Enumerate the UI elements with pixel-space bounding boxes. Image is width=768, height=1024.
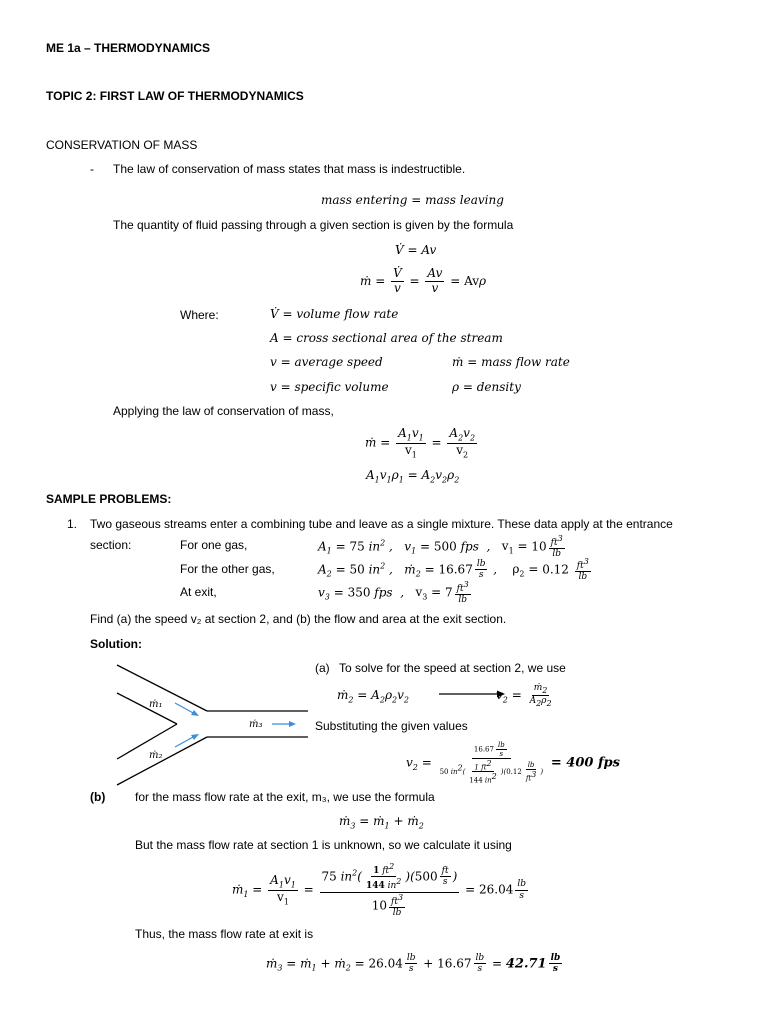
equation-v2: $v_2$ = $\frac{ṁ_2}{A_2\rho_2}$	[496, 683, 552, 708]
gas2-data: $A_2 = 50$ $in^2$ , ṁ$_2$ = 16.67 $\frac{lb}{s}$ , $\rho_2 = 0.12$ $\frac{ft^3}{lb}$	[318, 557, 589, 583]
part-b-text: for the mass flow rate at the exit, m₃, we use the formula	[135, 790, 435, 804]
lower-inner-wall	[117, 724, 177, 759]
gas1-data: $A_1 = 75$ $in^2$ , $v_1 = 500$ fps , $v_1 = 10$ $\frac{ft^3}{lb}$	[318, 534, 563, 560]
outlet-arrowhead	[289, 721, 296, 727]
exit-label: At exit,	[180, 585, 217, 599]
course-title: ME 1a – THERMODYNAMICS	[46, 41, 211, 55]
where-label: Where:	[180, 308, 219, 322]
gas1-label: For one gas,	[180, 538, 248, 552]
bullet-text: The law of conservation of mass states that mass is indestructible.	[113, 162, 466, 176]
topic-title: TOPIC 2: FIRST LAW OF THERMODYNAMICS	[46, 89, 304, 103]
unknown-text: But the mass flow rate at section 1 is unknown, so we calculate it using	[135, 838, 512, 852]
equation-m1-calculation: ṁ$_1$ = $\frac{A_1v_1}{v_1}$ = 75 $in^2$( $\frac{1 ft^2}{144 in^2}$ )(500 $\frac{ft}{s}$ ) 10 $\frac{ft^3}{lb}$ = 26.04 $\frac{lb}{s}$	[232, 862, 526, 919]
find-text: Find (a) the speed v₂ at section 2, and (b) the flow and area at the exit section.	[90, 612, 507, 626]
sample-problems-heading: SAMPLE PROBLEMS:	[46, 492, 172, 506]
equation-mass-balance: mass entering = mass leaving	[321, 193, 504, 207]
m3-result-value: 42.71	[505, 956, 547, 972]
equation-volume-flow: V̇ = Av	[395, 243, 437, 257]
bullet-dash: -	[90, 162, 94, 176]
part-b-label: (b)	[90, 790, 106, 804]
applying-text: Applying the law of conservation of mass,	[113, 404, 334, 418]
combining-tube-diagram	[115, 663, 310, 788]
upper-inner-wall	[117, 693, 177, 724]
lower-outer-wall	[117, 737, 207, 785]
solution-label: Solution:	[90, 637, 142, 651]
equation-continuity-density: $A_1v_1\rho_1 = A_2v_2\rho_2$	[366, 468, 460, 485]
definition-area: A = cross sectional area of the stream	[270, 331, 503, 345]
quantity-text: The quantity of fluid passing through a given section is given by the formula	[113, 218, 514, 232]
definition-volume-flow: V̇ = volume flow rate	[270, 307, 399, 321]
inlet1-flow-arrow	[175, 703, 195, 714]
gas2-label: For the other gas,	[180, 562, 275, 576]
exit-data: $v_3 = 350$ fps , $v_3 = 7$ $\frac{ft^3}{lb}$	[318, 580, 469, 606]
equation-m3-result: ṁ$_3$ = ṁ$_1$ + ṁ$_2$ = 26.04 $\frac{lb}{s}$ + 16.67 $\frac{lb}{s}$ = 42.71 $\frac{lb}{s}$	[266, 953, 561, 975]
equation-continuity: ṁ = $\frac{A_1v_1}{v_1}$ = $\frac{A_2v_2}{v_2}$	[365, 426, 476, 459]
section-heading: CONSERVATION OF MASS	[46, 138, 198, 152]
definition-density: ρ = density	[452, 380, 521, 394]
v2-result: = 400 fps	[550, 755, 620, 771]
equation-v2-substitution: $v_2$ = 16.67 $\frac{lb}{s}$ 50 $in^2$( $\frac{1 ft^2}{144 in^2}$ )(0.12 $\frac{lb}{ft^3}$ ) = 400 fps	[406, 741, 620, 785]
definition-mass-flow: ṁ = mass flow rate	[452, 355, 570, 369]
section-label: section:	[90, 538, 132, 552]
equation-m2: ṁ$_2$ = $A_2\rho_2v_2$	[337, 688, 409, 705]
problem-text: Two gaseous streams enter a combining tube and leave as a single mixture. These data apply at the entrance	[90, 517, 673, 531]
definition-speed: v = average speed	[270, 355, 383, 369]
label-m1: ṁ₁	[149, 699, 163, 710]
substituting-text: Substituting the given values	[315, 719, 468, 733]
definition-specific-volume: v = specific volume	[270, 380, 389, 394]
label-m2: ṁ₂	[149, 750, 163, 761]
equation-mass-flow: ṁ = $\frac{V̇}{v}$ = $\frac{Av}{v}$ = Avρ	[360, 266, 487, 295]
label-m3: ṁ₃	[249, 719, 263, 730]
part-a-label: (a)	[315, 661, 330, 675]
thus-text: Thus, the mass flow rate at exit is	[135, 927, 314, 941]
part-a-text: To solve for the speed at section 2, we use	[339, 661, 566, 675]
equation-m3-sum: ṁ$_3$ = ṁ$_1$ + ṁ$_2$	[339, 814, 424, 831]
problem-number: 1.	[67, 517, 78, 531]
